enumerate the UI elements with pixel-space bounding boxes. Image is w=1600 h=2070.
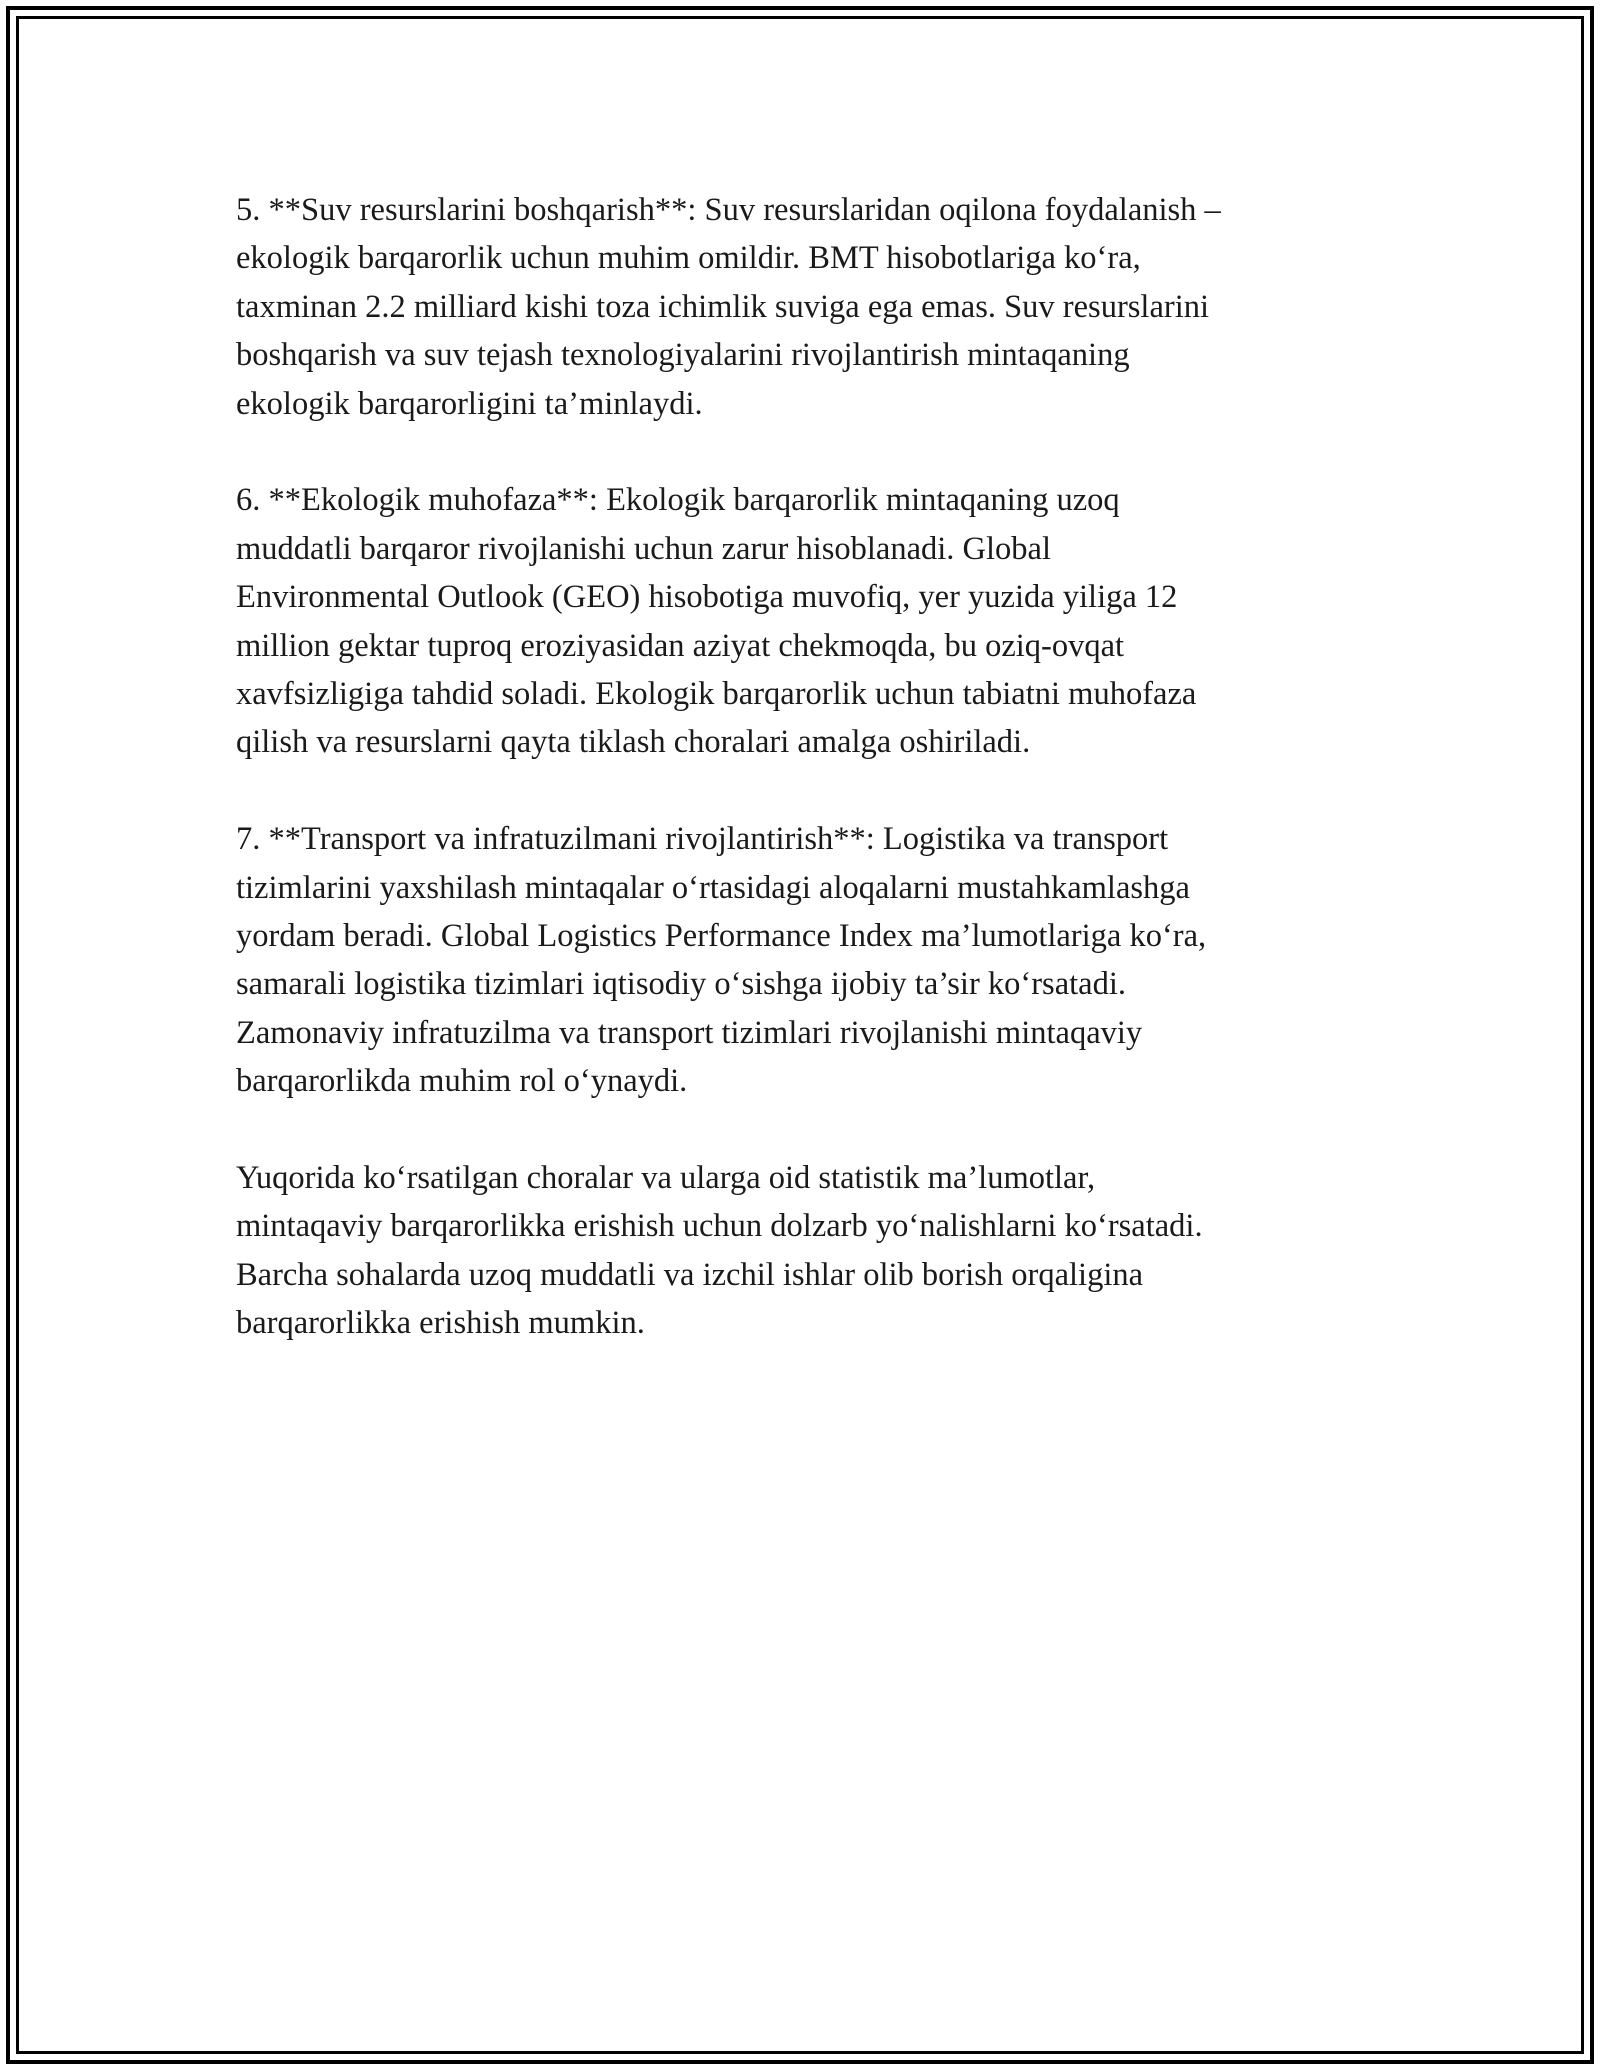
paragraph-water-resources: 5. **Suv resurslarini boshqarish**: Suv resurslaridan oqilona foydalanish – ekologik barqarorlik uchun muhim omildir. BMT hisobotlariga ko‘ra, taxminan 2.2 milliard kishi toza ichimlik suviga ega emas. Suv resurslarini boshqarish va suv tejash texnologiyalarini rivojlantirish mintaqaning ekologik barqarorligini ta’minlaydi. [236,192,1221,422]
paragraph-conclusion: Yuqorida ko‘rsatilgan choralar va ularga oid statistik ma’lumotlar, mintaqaviy barqarorlikka erishish uchun dolzarb yo‘nalishlarni ko‘rsatadi. Barcha sohalarda uzoq muddatli va izchil ishlar olib borish orqaligina barqarorlikka erishish mumkin. [236,1160,1203,1342]
paragraph-ecological-protection: 6. **Ekologik muhofaza**: Ekologik barqarorlik mintaqaning uzoq muddatli barqaror rivojlanishi uchun zarur hisoblanadi. Global Environmental Outlook (GEO) hisobotiga muvofiq, yer yuzida yiliga 12 million gektar tuproq eroziyasidan aziyat chekmoqda, bu oziq-ovqat xavfsizligiga tahdid soladi. Ekologik barqarorlik uchun tabiatni muhofaza qilish va resurslarni qayta tiklash choralari amalga oshiriladi. [236,482,1197,761]
paragraph-transport-infrastructure: 7. **Transport va infratuzilmani rivojlantirish**: Logistika va transport tizimlarini yaxshilash mintaqalar o‘rtasidagi aloqalarni mustahkamlashga yordam beradi. Global Logistics Performance Index ma’lumotlariga ko‘ra, samarali logistika tizimlari iqtisodiy o‘sishga ijobiy ta’sir ko‘rsatadi. Zamonaviy infratuzilma va transport tizimlari rivojlanishi mintaqaviy barqarorlikda muhim rol o‘ynaydi. [236,821,1207,1100]
document-body [236,186,1366,1396]
